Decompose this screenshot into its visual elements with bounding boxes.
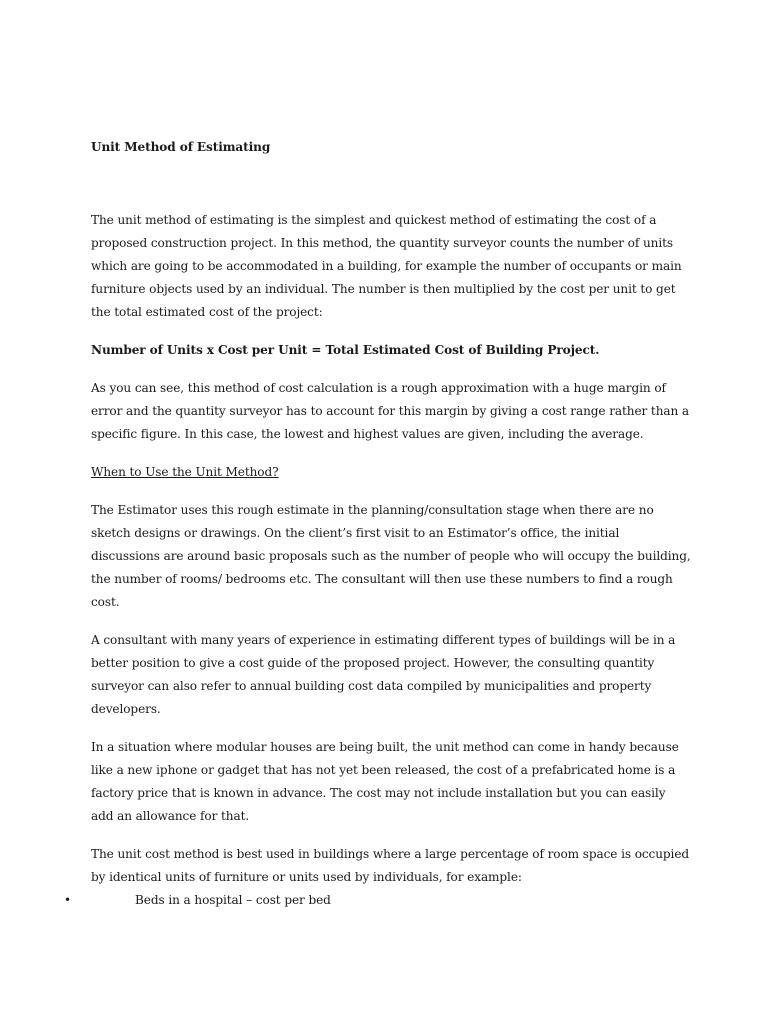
- paragraph-intro: The unit method of estimating is the simplest and quickest method of estimating the cost of a proposed construction project. In this method, the quantity surveyor counts the number of units which are going to be accommodated in a building, for example the number of occupants or main furniture objects used by an individual. The number is then multiplied by the cost per unit to get the total estimated cost of the project:: [91, 213, 682, 319]
- paragraph-consultant: A consultant with many years of experience in estimating different types of buildings will be in a better position to give a cost guide of the proposed project. However, the consulting quantity surveyor can also refer to annual building cost data compiled by municipalities and property developers.: [91, 633, 676, 716]
- bullet-icon: •: [64, 893, 72, 907]
- paragraph-approximation: As you can see, this method of cost calculation is a rough approximation with a huge margin of error and the quantity surveyor has to account for this margin by giving a cost range rather than a specific figure. In this case, the lowest and highest values are given, including the average.: [91, 381, 690, 441]
- document-body: [64, 136, 691, 912]
- formula-statement: Number of Units x Cost per Unit = Total Estimated Cost of Building Project.: [91, 343, 600, 357]
- paragraph-best-use: The unit cost method is best used in buildings where a large percentage of room space is occupied by identical units of furniture or units used by individuals, for example:: [91, 847, 690, 884]
- paragraph-modular-houses: In a situation where modular houses are being built, the unit method can come in handy because like a new iphone or gadget that has not yet been released, the cost of a prefabricated home is a factory price that is known in advance. The cost may not include installation but you can easily add an allowance for that.: [91, 740, 679, 823]
- section-heading-when-to-use: When to Use the Unit Method?: [91, 465, 279, 479]
- list-item-text: Beds in a hospital – cost per bed: [135, 893, 331, 907]
- paragraph-estimator: The Estimator uses this rough estimate in the planning/consultation stage when there are no sketch designs or drawings. On the client’s first visit to an Estimator’s office, the initial discussions are around basic proposals such as the number of people who will occupy the building, the number of rooms/ bedrooms etc. The consultant will then use these numbers to find a rough cost.: [91, 503, 691, 609]
- document-title: Unit Method of Estimating: [91, 140, 271, 154]
- list-item: [64, 889, 691, 912]
- spacer: [91, 159, 691, 209]
